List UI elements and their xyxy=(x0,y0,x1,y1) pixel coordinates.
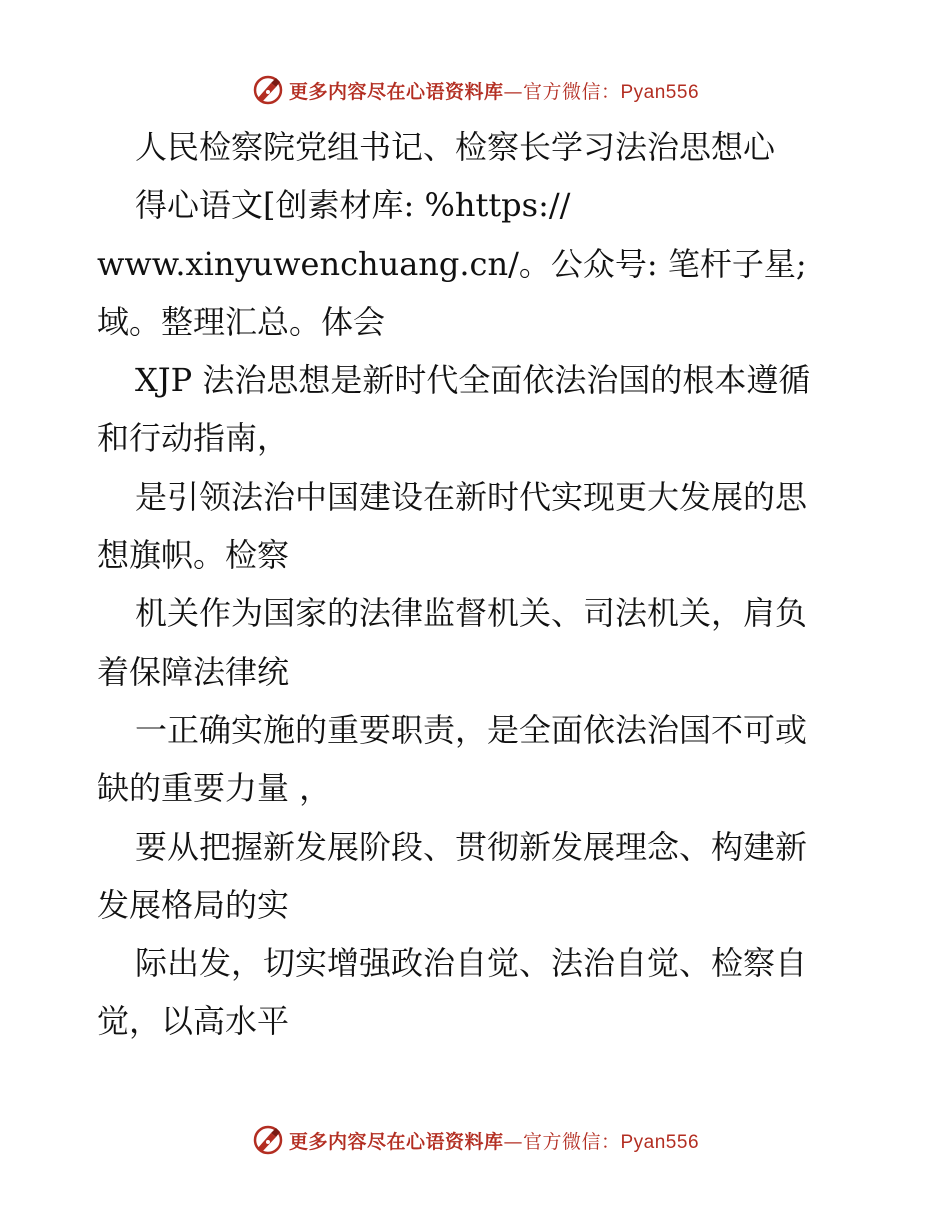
text-line: 觉，以高水平 xyxy=(97,1002,290,1041)
document-body xyxy=(97,118,857,1051)
banner-text xyxy=(289,77,699,104)
text-line: 想旗帜。检察 xyxy=(97,536,290,575)
footer-banner xyxy=(0,1120,950,1160)
text-line: 域。整理汇总。体会 xyxy=(97,302,386,341)
pen-nib-logo-icon xyxy=(251,1123,285,1157)
text-line: 发展格局的实 xyxy=(97,885,290,924)
text-line: www.xinyuwenchuang.cn/。公众号: 笔杆子星; xyxy=(97,244,807,283)
banner-main-text: 更多内容尽在心语资料库 xyxy=(288,80,504,103)
banner-wechat-label: 官方微信： xyxy=(522,80,621,103)
text-line: 人民检察院党组书记、检察长学习法治思想心 xyxy=(135,128,776,166)
text-line: 缺的重要力量 ， xyxy=(97,769,332,808)
text-line: 着保障法律统 xyxy=(97,652,290,691)
header-banner xyxy=(0,70,950,110)
banner-wechat-handle: Pyan556 xyxy=(620,81,700,103)
text-line: XJP 法治思想是新时代全面依法治国的根本遵循 xyxy=(135,361,811,400)
banner-main-text: 更多内容尽在心语资料库 xyxy=(288,1130,504,1153)
text-line: 和行动指南， xyxy=(97,419,290,458)
text-line: 要从把握新发展阶段、贯彻新发展理念、构建新 xyxy=(135,827,808,866)
text-line: 一正确实施的重要职责，是全面依法治国不可或 xyxy=(135,710,808,749)
banner-dash: — xyxy=(503,1130,523,1153)
text-line: 是引领法治中国建设在新时代实现更大发展的思 xyxy=(135,477,808,516)
banner-wechat-handle: Pyan556 xyxy=(620,1131,700,1153)
pen-nib-logo-icon xyxy=(251,73,285,107)
banner-text xyxy=(289,1127,699,1154)
banner-dash: — xyxy=(503,80,523,103)
text-line: 际出发，切实增强政治自觉、法治自觉、检察自 xyxy=(135,944,808,983)
text-line: 得心语文[创素材库: %https:// xyxy=(135,186,571,225)
text-line: 机关作为国家的法律监督机关、司法机关，肩负 xyxy=(135,594,808,633)
banner-wechat-label: 官方微信： xyxy=(522,1130,621,1153)
